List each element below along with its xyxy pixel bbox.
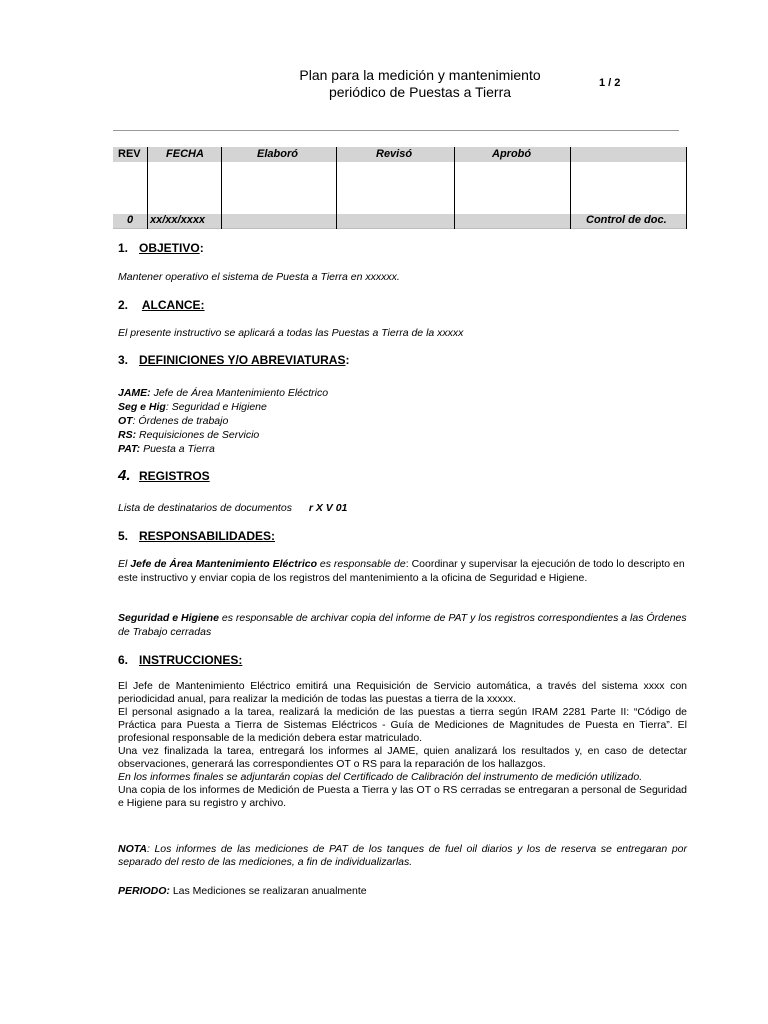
section-title: INSTRUCCIONES: (139, 653, 243, 667)
header-fecha: FECHA (166, 148, 204, 160)
section-number: 1. (118, 241, 129, 255)
instrucciones-text (118, 680, 687, 810)
header-divider (113, 130, 679, 131)
section-title-colon: : (199, 241, 204, 255)
section-heading-objetivo (118, 241, 204, 255)
definition-text: Requisiciones de Servicio (136, 429, 260, 441)
table-divider (147, 147, 148, 229)
periodo-text: Las Mediciones se realizaran anualmente (169, 885, 367, 897)
definition-text: : Órdenes de trabajo (132, 415, 229, 427)
page-number: 1 / 2 (599, 77, 621, 89)
nota-label: NOTA (118, 843, 147, 855)
paragraph-mid: es responsable de (317, 558, 406, 570)
definitions-list (118, 386, 687, 456)
definition-item (118, 414, 687, 428)
nota-paragraph (118, 843, 687, 869)
definition-item (118, 442, 687, 456)
row-rev: 0 (127, 214, 134, 226)
section-heading-registros (118, 469, 210, 483)
section-number: 6. (118, 653, 129, 667)
section-number: 4. (118, 467, 131, 484)
header-elaboro: Elaboró (257, 148, 298, 160)
paragraph-body: : Coordinar y supervisar la ejecución de todo lo descripto en este instructivo y enviar copia de los registros del mantenimiento a la oficina de Seguridad e Higiene. (118, 558, 685, 584)
periodo-paragraph (118, 884, 687, 898)
section-number: 5. (118, 529, 129, 543)
instruction-paragraph: El personal asignado a la tarea, realizará la medición de las puestas a tierra según IRAM 2281 Parte II: “Código de Práctica para Puesta a Tierra de Sistemas Eléctricos - Guía de Mediciones de Magnitudes de Puesta en Tierra”. El profesional responsable de la medición debera estar matriculado. (118, 706, 687, 744)
table-divider (686, 147, 687, 229)
header-reviso: Revisó (376, 148, 413, 160)
definition-text: Puesta a Tierra (140, 443, 215, 455)
section-number: 2. (118, 298, 129, 312)
instruction-paragraph: En los informes finales se adjuntarán copias del Certificado de Calibración del instrumento de medición utilizado. (118, 771, 643, 783)
table-divider (336, 147, 337, 229)
table-divider (570, 147, 571, 229)
title-line-1: Plan para la medición y mantenimiento (299, 67, 541, 83)
section-title: REGISTROS (139, 469, 210, 483)
section-title: DEFINICIONES Y/O ABREVIATURAS (139, 353, 346, 367)
responsabilidades-paragraph-2 (118, 611, 687, 639)
section-title-colon: : (345, 353, 350, 367)
title-line-2: periódico de Puestas a Tierra (328, 84, 512, 100)
definition-term: JAME: (118, 387, 151, 399)
registros-code: r X V 01 (308, 502, 348, 514)
role-jame: Jefe de Área Mantenimiento Eléctrico (130, 558, 317, 570)
nota-text: : Los informes de las mediciones de PAT de los tanques de fuel oil diarios y los de reserva se entregaran por separado del resto de las mediciones, a fin de individualizarlas. (118, 843, 687, 868)
registros-text (118, 501, 687, 515)
definition-item (118, 428, 687, 442)
periodo-label: PERIODO: (118, 885, 170, 897)
section-heading-instrucciones (118, 653, 242, 667)
instruction-paragraph: Una vez finalizada la tarea, entregará los informes al JAME, quien analizará los resultados y, en caso de detectar observaciones, generará las correspondientes OT o RS para la reparación de los hallazgos. (118, 745, 687, 770)
paragraph-body: es responsable de archivar copia del informe de PAT y los registros correspondientes a las Órdenes de Trabajo cerradas (118, 612, 687, 638)
section-title: ALCANCE: (141, 298, 205, 312)
definition-item (118, 400, 687, 414)
section-heading-alcance (118, 298, 205, 312)
section-title: OBJETIVO (139, 241, 200, 255)
role-seguridad: Seguridad e Higiene (118, 612, 219, 624)
alcance-text: El presente instructivo se aplicará a todas las Puestas a Tierra de la xxxxx (118, 327, 464, 339)
definition-term: PAT: (118, 443, 141, 455)
section-title: RESPONSABILIDADES: (139, 529, 276, 543)
revision-table (113, 147, 687, 229)
definition-item (118, 386, 687, 400)
definition-term: OT (118, 415, 133, 427)
table-divider (454, 147, 455, 229)
row-control-doc: Control de doc. (586, 214, 667, 226)
document-title (250, 67, 590, 101)
definition-text: Jefe de Área Mantenimiento Eléctrico (150, 387, 329, 399)
objetivo-text: Mantener operativo el sistema de Puesta a Tierra en xxxxxx. (118, 271, 400, 283)
row-fecha: xx/xx/xxxx (150, 214, 206, 226)
table-divider (221, 147, 222, 229)
definition-term: RS: (118, 429, 137, 441)
header-rev: REV (118, 148, 141, 160)
header-aprobo: Aprobó (492, 148, 532, 160)
section-heading-definiciones (118, 353, 349, 367)
paragraph-prefix: El (118, 558, 131, 570)
responsabilidades-paragraph-1 (118, 557, 687, 585)
section-heading-responsabilidades (118, 529, 275, 543)
instruction-paragraph: Una copia de los informes de Medición de Puesta a Tierra y las OT o RS cerradas se entregaran a personal de Seguridad e Higiene para su registro y archivo. (118, 784, 687, 809)
instruction-paragraph: El Jefe de Mantenimiento Eléctrico emitirá una Requisición de Servicio automática, a través del sistema xxxx con periodicidad anual, para realizar la medición de todas las puestas a tierra de la xxxxx. (118, 680, 687, 705)
definition-text: : Seguridad e Higiene (165, 401, 267, 413)
definition-term: Seg e Hig (118, 401, 166, 413)
section-number: 3. (118, 353, 129, 367)
registros-description: Lista de destinatarios de documentos (118, 502, 292, 514)
